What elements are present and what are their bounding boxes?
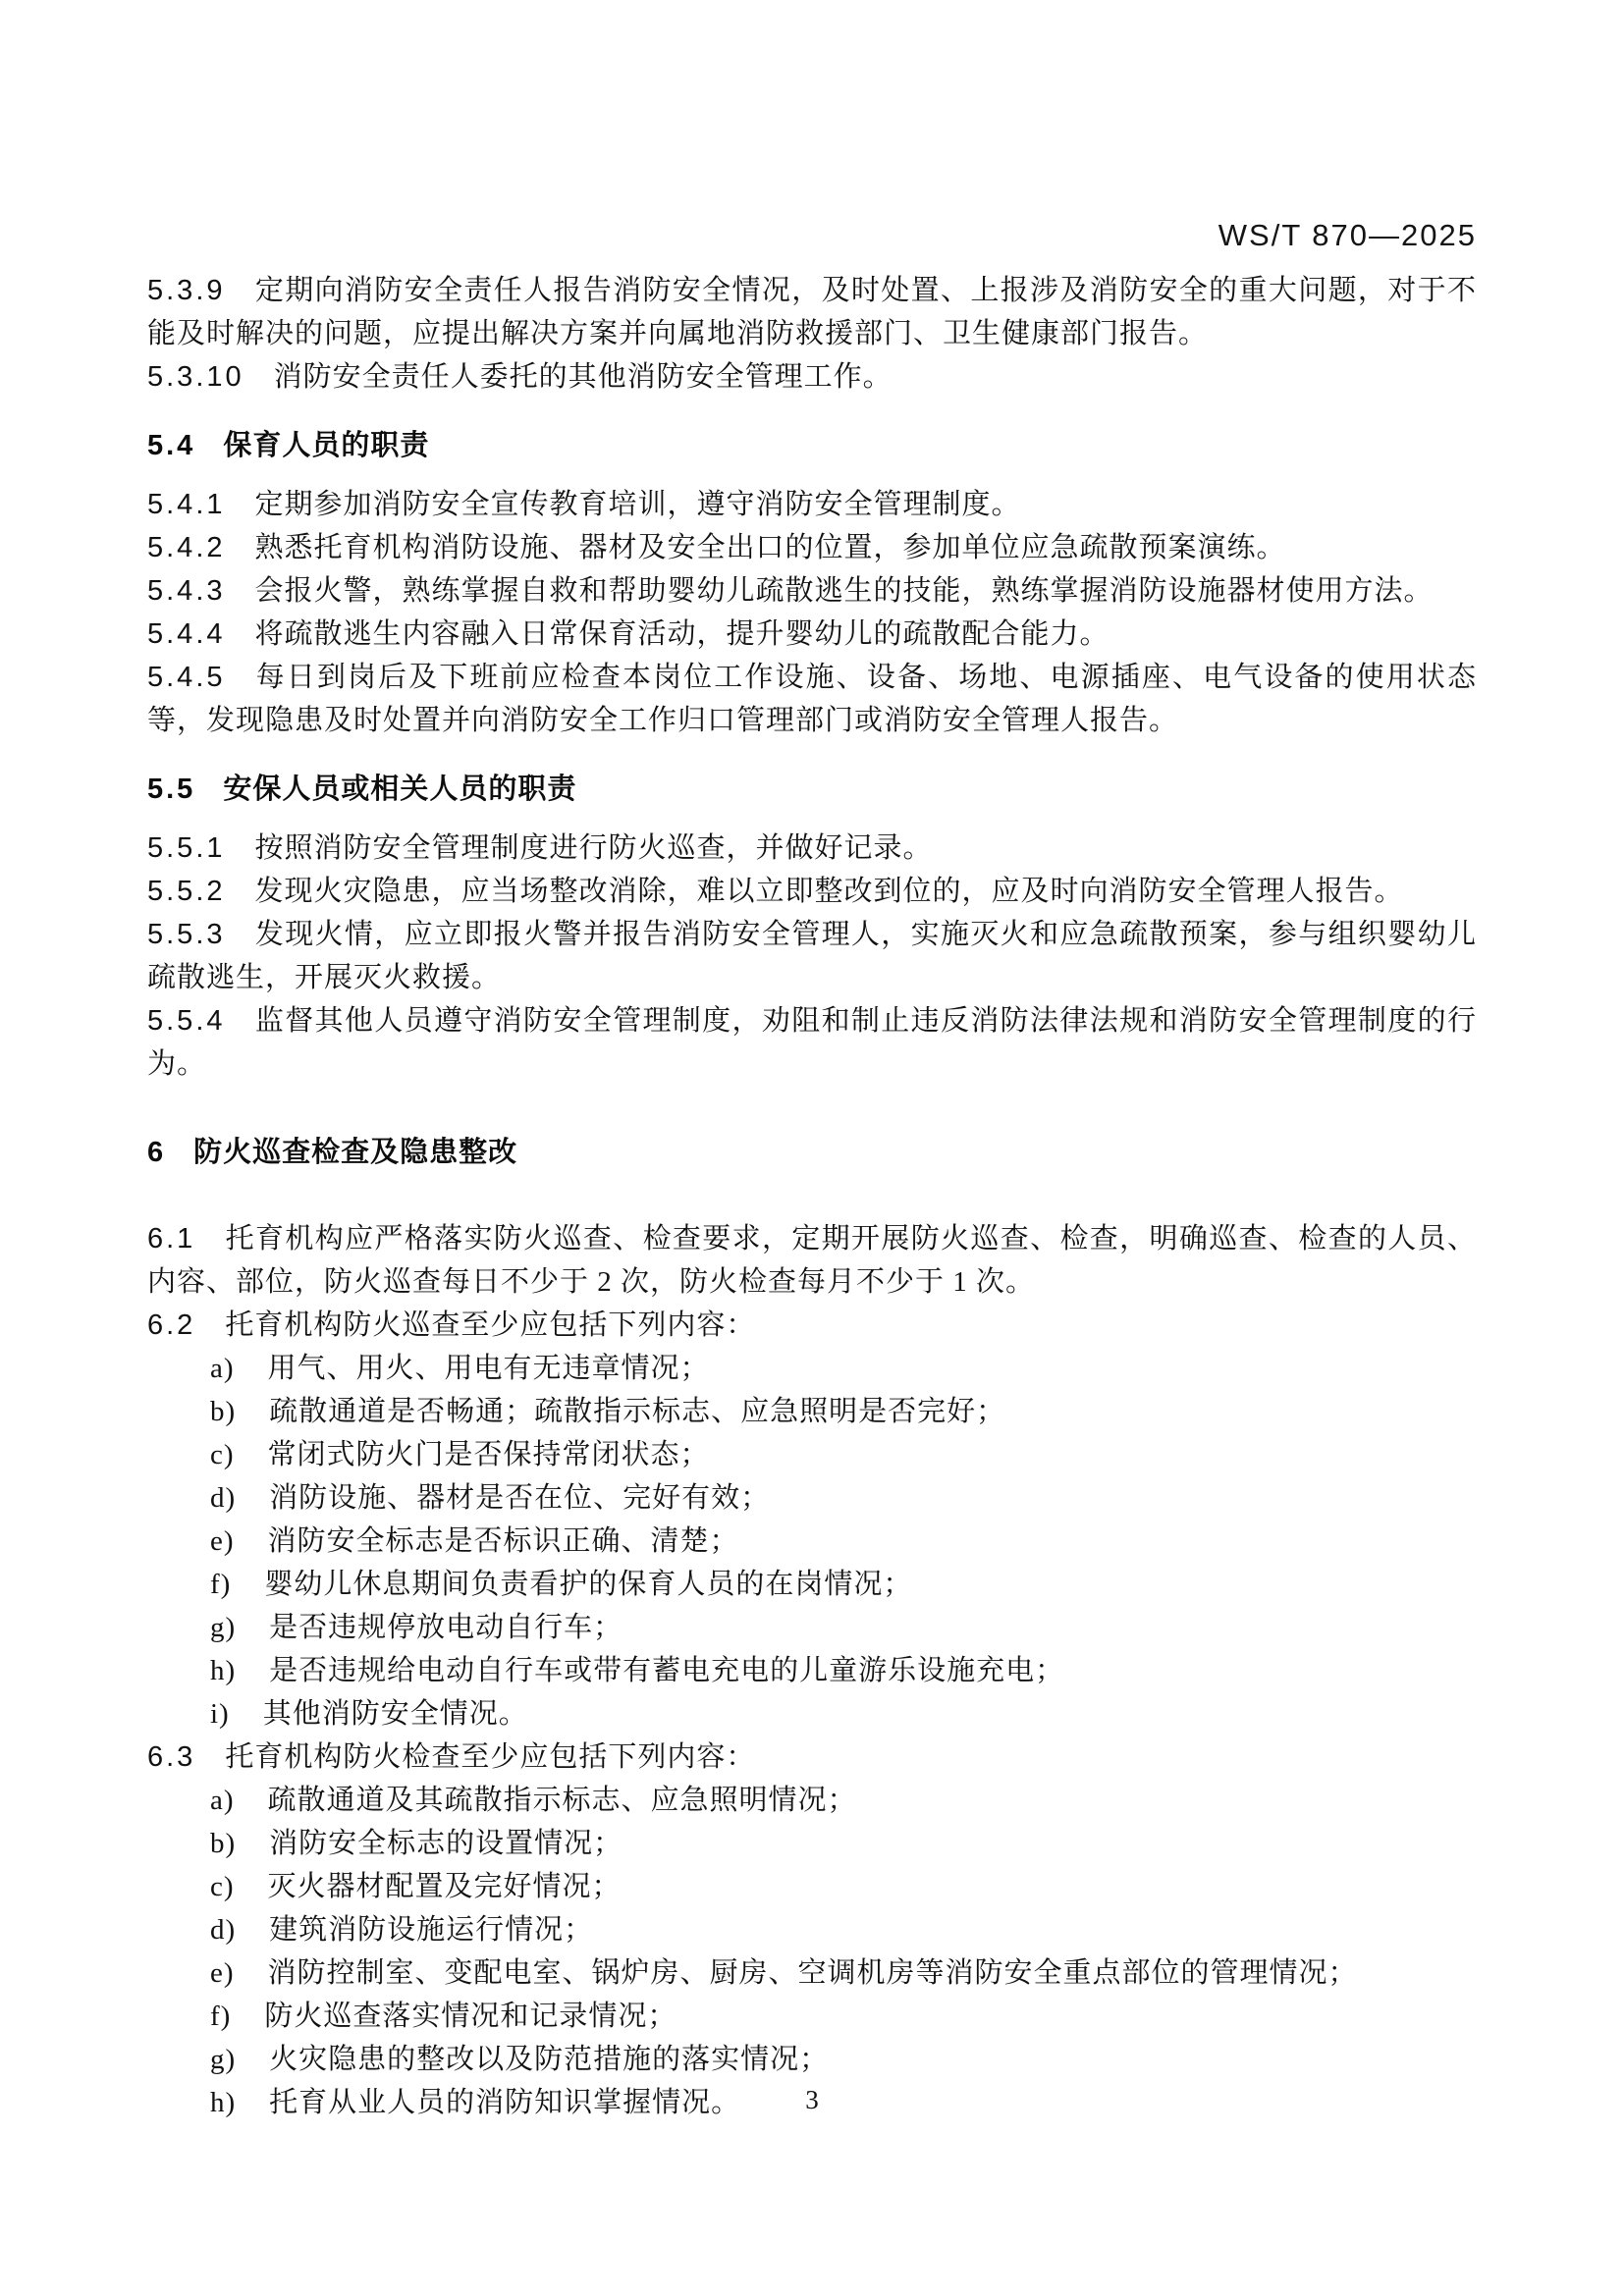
list-item-label: c) [210, 1871, 235, 1902]
list-item-text: 消防设施、器材是否在位、完好有效； [269, 1482, 771, 1514]
clause-text: 托育机构防火巡查至少应包括下列内容： [225, 1309, 756, 1341]
clause-5-4-1 [147, 483, 1477, 526]
list-item-6-2-b [210, 1390, 1477, 1433]
clause-number: 6.3 [147, 1741, 196, 1773]
clause-number: 6.2 [147, 1309, 196, 1341]
clause-text: 监督其他人员遵守消防安全管理制度，劝阻和制止违反消防法律法规和消防安全管理制度的行为。 [147, 1005, 1477, 1080]
clause-text: 定期向消防安全责任人报告消防安全情况，及时处置、上报涉及消防安全的重大问题，对于不能及时解决的问题，应提出解决方案并向属地消防救援部门、卫生健康部门报告。 [147, 275, 1477, 349]
list-item-label: b) [210, 1396, 237, 1427]
list-item-label: a) [210, 1785, 235, 1816]
list-item-6-2-d [210, 1476, 1477, 1520]
clause-6-3 [147, 1735, 1477, 1779]
list-item-text: 是否违规给电动自行车或带有蓄电充电的儿童游乐设施充电； [269, 1655, 1065, 1686]
list-item-text: 消防安全标志是否标识正确、清楚； [267, 1525, 739, 1557]
list-item-label: f) [210, 2001, 232, 2032]
clause-5-5-2 [147, 870, 1477, 913]
list-item-text: 婴幼儿休息期间负责看护的保育人员的在岗情况； [264, 1569, 913, 1600]
clause-number: 5.4.1 [147, 489, 226, 520]
list-item-label: a) [210, 1353, 235, 1384]
clause-text: 发现火灾隐患，应当场整改消除，难以立即整改到位的，应及时向消防安全管理人报告。 [254, 876, 1404, 907]
clause-text: 按照消防安全管理制度进行防火巡查，并做好记录。 [254, 832, 933, 864]
list-item-6-2-e [210, 1520, 1477, 1563]
clause-number: 5.3.9 [147, 275, 226, 306]
clause-6-2 [147, 1304, 1477, 1347]
clause-number: 5.4.2 [147, 532, 226, 563]
heading-number: 5.4 [147, 430, 196, 461]
list-item-text: 消防控制室、变配电室、锅炉房、厨房、空调机房等消防安全重点部位的管理情况； [267, 1957, 1358, 1989]
list-item-6-3-c [210, 1865, 1477, 1908]
list-item-text: 疏散通道是否畅通；疏散指示标志、应急照明是否完好； [269, 1396, 1006, 1427]
heading-6 [147, 1131, 1477, 1174]
list-6-2 [147, 1347, 1477, 1735]
clause-number: 5.5.3 [147, 919, 226, 950]
list-item-text: 常闭式防火门是否保持常闭状态； [267, 1439, 710, 1470]
heading-text: 防火巡查检查及隐患整改 [193, 1137, 518, 1168]
clause-text: 托育机构应严格落实防火巡查、检查要求，定期开展防火巡查、检查，明确巡查、检查的人员、内容、部位，防火巡查每日不少于 2 次，防火检查每月不少于 1 次。 [147, 1223, 1477, 1298]
list-item-label: b) [210, 1828, 237, 1859]
clause-5-4-4 [147, 613, 1477, 656]
standard-number-header: WS/T 870—2025 [1218, 218, 1477, 252]
clause-text: 每日到岗后及下班前应检查本岗位工作设施、设备、场地、电源插座、电气设备的使用状态等，发现隐患及时处置并向消防安全工作归口管理部门或消防安全管理人报告。 [147, 662, 1477, 736]
clause-5-5-4 [147, 999, 1477, 1086]
list-item-6-2-i [210, 1692, 1477, 1735]
list-item-label: e) [210, 1957, 235, 1989]
list-item-text: 火灾隐患的整改以及防范措施的落实情况； [269, 2044, 830, 2075]
list-item-6-2-a [210, 1347, 1477, 1390]
list-item-6-3-a [210, 1779, 1477, 1822]
list-item-text: 消防安全标志的设置情况； [269, 1828, 623, 1859]
list-item-6-2-c [210, 1433, 1477, 1476]
clause-5-3-10 [147, 355, 1477, 399]
list-item-label: i) [210, 1698, 230, 1730]
document-body [147, 269, 1477, 2124]
clause-number: 5.4.5 [147, 662, 226, 693]
clause-text: 发现火情，应立即报火警并报告消防安全管理人，实施灭火和应急疏散预案，参与组织婴幼儿疏散逃生，开展灭火救援。 [147, 919, 1477, 993]
list-6-3 [147, 1779, 1477, 2124]
list-item-label: d) [210, 1482, 237, 1514]
list-item-text: 建筑消防设施运行情况； [269, 1914, 594, 1946]
list-item-text: 疏散通道及其疏散指示标志、应急照明情况； [267, 1785, 857, 1816]
clause-number: 5.5.4 [147, 1005, 226, 1037]
clause-number: 6.1 [147, 1223, 196, 1255]
clause-number: 5.4.3 [147, 575, 226, 607]
list-item-label: d) [210, 1914, 237, 1946]
list-item-6-2-f [210, 1563, 1477, 1606]
clause-number: 5.5.1 [147, 832, 226, 864]
page-number: 3 [805, 2085, 819, 2114]
list-item-label: h) [210, 1655, 237, 1686]
list-item-label: g) [210, 2044, 237, 2075]
clause-text: 消防安全责任人委托的其他消防安全管理工作。 [273, 361, 893, 393]
clause-text: 定期参加消防安全宣传教育培训，遵守消防安全管理制度。 [254, 489, 1021, 520]
list-item-text: 灭火器材配置及完好情况； [267, 1871, 622, 1902]
list-item-label: e) [210, 1525, 235, 1557]
list-item-6-2-g [210, 1606, 1477, 1649]
clause-5-3-9 [147, 269, 1477, 355]
heading-5-5 [147, 768, 1477, 811]
list-item-6-3-b [210, 1822, 1477, 1865]
list-item-label: c) [210, 1439, 235, 1470]
clause-5-5-1 [147, 827, 1477, 870]
clause-text: 会报火警，熟练掌握自救和帮助婴幼儿疏散逃生的技能，熟练掌握消防设施器材使用方法。 [254, 575, 1434, 607]
clause-text: 托育机构防火检查至少应包括下列内容： [225, 1741, 756, 1773]
list-item-label: g) [210, 1612, 237, 1643]
clause-number: 5.5.2 [147, 876, 226, 907]
clause-5-5-3 [147, 913, 1477, 999]
list-item-6-2-h [210, 1649, 1477, 1692]
list-item-text: 用气、用火、用电有无违章情况； [267, 1353, 710, 1384]
clause-number: 5.4.4 [147, 618, 226, 650]
list-item-text: 是否违规停放电动自行车； [269, 1612, 623, 1643]
list-item-label: h) [210, 2087, 237, 2118]
list-item-6-3-d [210, 1908, 1477, 1951]
heading-text: 保育人员的职责 [223, 430, 430, 461]
heading-number: 6 [147, 1137, 167, 1168]
heading-number: 5.5 [147, 774, 196, 805]
clause-5-4-3 [147, 569, 1477, 613]
list-item-label: f) [210, 1569, 232, 1600]
heading-5-4 [147, 424, 1477, 467]
clause-5-4-5 [147, 656, 1477, 742]
heading-text: 安保人员或相关人员的职责 [223, 774, 577, 805]
clause-text: 熟悉托育机构消防设施、器材及安全出口的位置，参加单位应急疏散预案演练。 [254, 532, 1286, 563]
list-item-6-3-f [210, 1995, 1477, 2038]
list-item-6-3-g [210, 2038, 1477, 2081]
clause-text: 将疏散逃生内容融入日常保育活动，提升婴幼儿的疏散配合能力。 [254, 618, 1110, 650]
list-item-text: 其他消防安全情况。 [262, 1698, 528, 1730]
clause-number: 5.3.10 [147, 361, 244, 393]
list-item-text: 防火巡查落实情况和记录情况； [264, 2001, 677, 2032]
clause-5-4-2 [147, 526, 1477, 569]
clause-6-1 [147, 1217, 1477, 1304]
list-item-text: 托育从业人员的消防知识掌握情况。 [269, 2087, 741, 2118]
list-item-6-3-e [210, 1951, 1477, 1995]
